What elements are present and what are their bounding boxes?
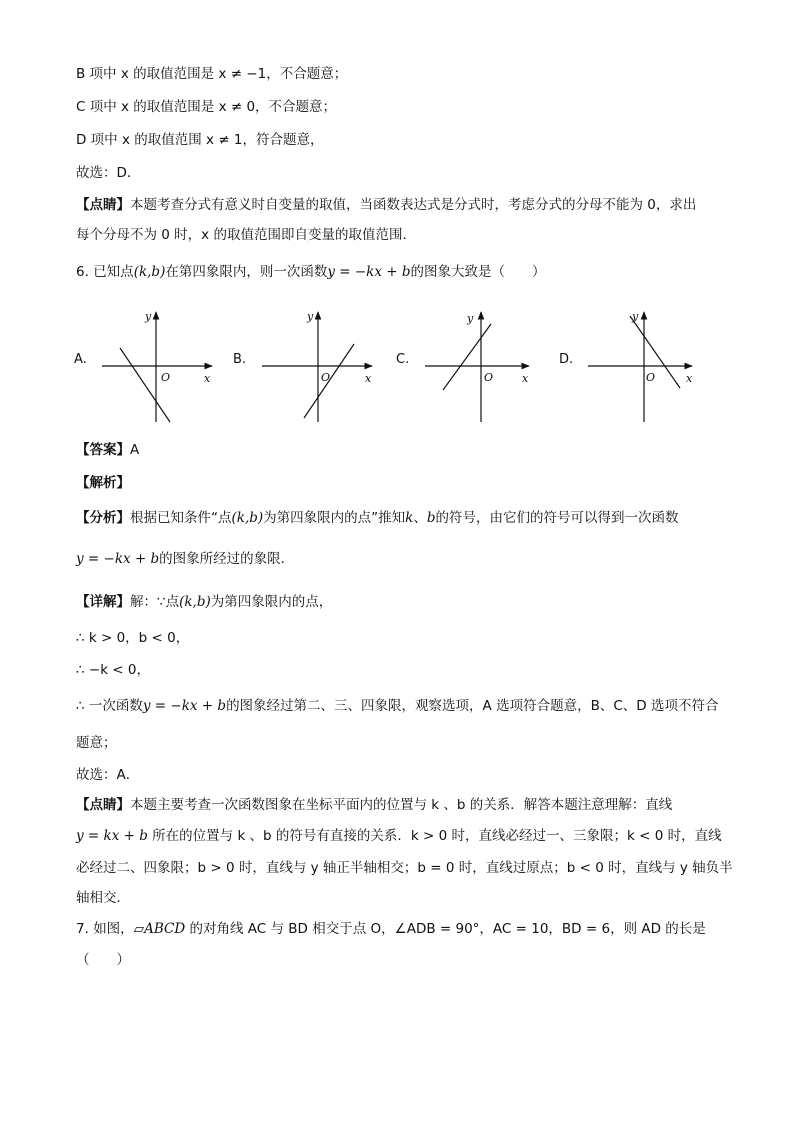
- function-line: [120, 348, 170, 422]
- q6-fenxi-text-1c: 的符号，由它们的符号可以得到一次函数: [435, 510, 679, 526]
- q6-answer-tag: 【答案】: [76, 442, 130, 458]
- q6-fenxi-text-1a: 根据已知条件“点: [130, 510, 232, 526]
- q6-comment-line-4: 轴相交．: [76, 890, 130, 906]
- q6-analysis-tag: [76, 473, 130, 493]
- y-axis-label: y: [307, 310, 314, 323]
- q7-parallelogram: ▱ABCD: [133, 921, 186, 937]
- q5-option-b-text: B 项中 x 的取值范围是 x ≠ −1，不合题意；: [76, 66, 348, 82]
- y-axis-label: y: [632, 310, 639, 323]
- q6-fenxi-function: y = −kx + b: [76, 551, 160, 567]
- q6-comment-line-1: [76, 795, 672, 815]
- origin-label: O: [646, 371, 656, 384]
- x-axis-label: x: [204, 372, 211, 385]
- q6-stem-text-b: 在第四象限内，则一次函数: [165, 264, 328, 280]
- q6-detail-line-3: ∴ −k < 0，: [76, 662, 150, 678]
- q6-number: 6.: [76, 264, 89, 280]
- q6-fenxi-sep: 、: [413, 510, 427, 526]
- q6-option-d-letter: D.: [559, 352, 574, 367]
- q6-detail-text-4a: ∴ 一次函数: [76, 698, 143, 714]
- x-axis-label: x: [686, 372, 693, 385]
- q6-comment-text-2: 所在的位置与 k 、b 的符号有直接的关系．k > 0 时，直线必经过一、三象限；k < 0 时，直线: [147, 828, 722, 844]
- q6-option-a-letter: A.: [74, 352, 87, 367]
- x-axis-label: x: [365, 372, 372, 385]
- q5-comment-line-1: [76, 195, 696, 215]
- q6-fenxi-line-2: [76, 549, 294, 569]
- q6-detail-choice: 故选：A．: [76, 767, 140, 783]
- q6-comment-line-2: [76, 826, 722, 846]
- q6-graph-b: [262, 300, 422, 425]
- q5-comment-text-1: 本题考查分式有意义时自变量的取值，当函数表达式是分式时，考虑分式的分母不能为 0，求出: [130, 197, 697, 213]
- q6-comment-text-1: 本题主要考查一次函数图象在坐标平面内的位置与 k 、b 的关系．解答本题注意理解：直线: [130, 797, 673, 813]
- q6-detail-line-5: 题意；: [76, 735, 117, 751]
- q7-number: 7.: [76, 921, 89, 937]
- q6-stem-text-c: 的图象大致是（ ）: [410, 264, 546, 280]
- q7-text-a: 如图，: [93, 921, 134, 937]
- q6-stem-text-a: 已知点: [93, 264, 134, 280]
- q6-detail-text-1b: 为第四象限内的点，: [210, 594, 333, 610]
- q6-fenxi-text-1b: 为第四象限内的点”推知: [263, 510, 406, 526]
- q6-detail-text-4b: 的图象经过第二、三、四象限，观察选项，A 选项符合题意，B、C、D 选项不符合: [226, 698, 719, 714]
- q6-detail-line-2: ∴ k > 0，b < 0，: [76, 630, 190, 646]
- q7-stem: [76, 919, 706, 939]
- q6-fenxi-line-1: [76, 508, 679, 528]
- y-axis-label: y: [467, 312, 474, 325]
- q6-fenxi-b: b: [426, 510, 436, 526]
- origin-label: O: [321, 371, 331, 384]
- q6-stem: [76, 262, 546, 282]
- q6-comment-line-3: 必经过二、四象限；b > 0 时，直线与 y 轴正半轴相交；b = 0 时，直线过原点；b < 0 时，直线与 y 轴负半: [76, 860, 733, 876]
- origin-label: O: [484, 371, 494, 384]
- q6-point: (k,b): [133, 264, 166, 280]
- q6-answer: A: [130, 442, 140, 458]
- q6-detail-line-4: [76, 696, 718, 716]
- q7-text-b: 的对角线 AC 与 BD 相交于点 O，∠ADB = 90°，AC = 10，BD = 6，则 AD 的长是: [185, 921, 706, 937]
- q5-option-c-text: C 项中 x 的取值范围是 x ≠ 0，不合题意；: [76, 99, 337, 115]
- q6-analysis-tag-text: 【解析】: [76, 475, 130, 491]
- q6-fenxi-point: (k,b): [231, 510, 264, 526]
- q6-fenxi-text-2: 的图象所经过的象限．: [159, 551, 295, 567]
- q5-choice: 故选：D．: [76, 165, 141, 181]
- origin-label: O: [161, 371, 171, 384]
- q5-comment-tag: 【点睛】: [76, 197, 130, 213]
- q6-fenxi-k: k: [405, 510, 414, 526]
- q6-comment-tag: 【点睛】: [76, 797, 130, 813]
- q6-answer-line: [76, 440, 139, 460]
- y-axis-label: y: [145, 310, 152, 323]
- q6-detail-function: y = −kx + b: [142, 698, 227, 714]
- q5-comment-line-2: 每个分母不为 0 时，x 的取值范围即自变量的取值范围．: [76, 227, 416, 243]
- q5-option-d-text: D 项中 x 的取值范围 x ≠ 1，符合题意，: [76, 132, 324, 148]
- q6-graph-c: [425, 300, 585, 425]
- q6-graph-d: [588, 300, 748, 425]
- q6-comment-function: y = kx + b: [76, 828, 148, 844]
- q6-fenxi-tag: 【分析】: [76, 510, 130, 526]
- x-axis-label: x: [522, 372, 529, 385]
- q7-blank: （ ）: [76, 952, 130, 968]
- q6-detail-line-1: [76, 592, 332, 612]
- q6-graph-a: [98, 300, 258, 425]
- q6-detail-point: (k,b): [179, 594, 211, 610]
- q6-detail-text-1a: 解：∵点: [130, 594, 180, 610]
- q6-detail-tag: 【详解】: [76, 594, 130, 610]
- q6-option-b-letter: B.: [233, 352, 247, 367]
- q6-function: y = −kx + b: [327, 264, 411, 280]
- q6-option-c-letter: C.: [396, 352, 410, 367]
